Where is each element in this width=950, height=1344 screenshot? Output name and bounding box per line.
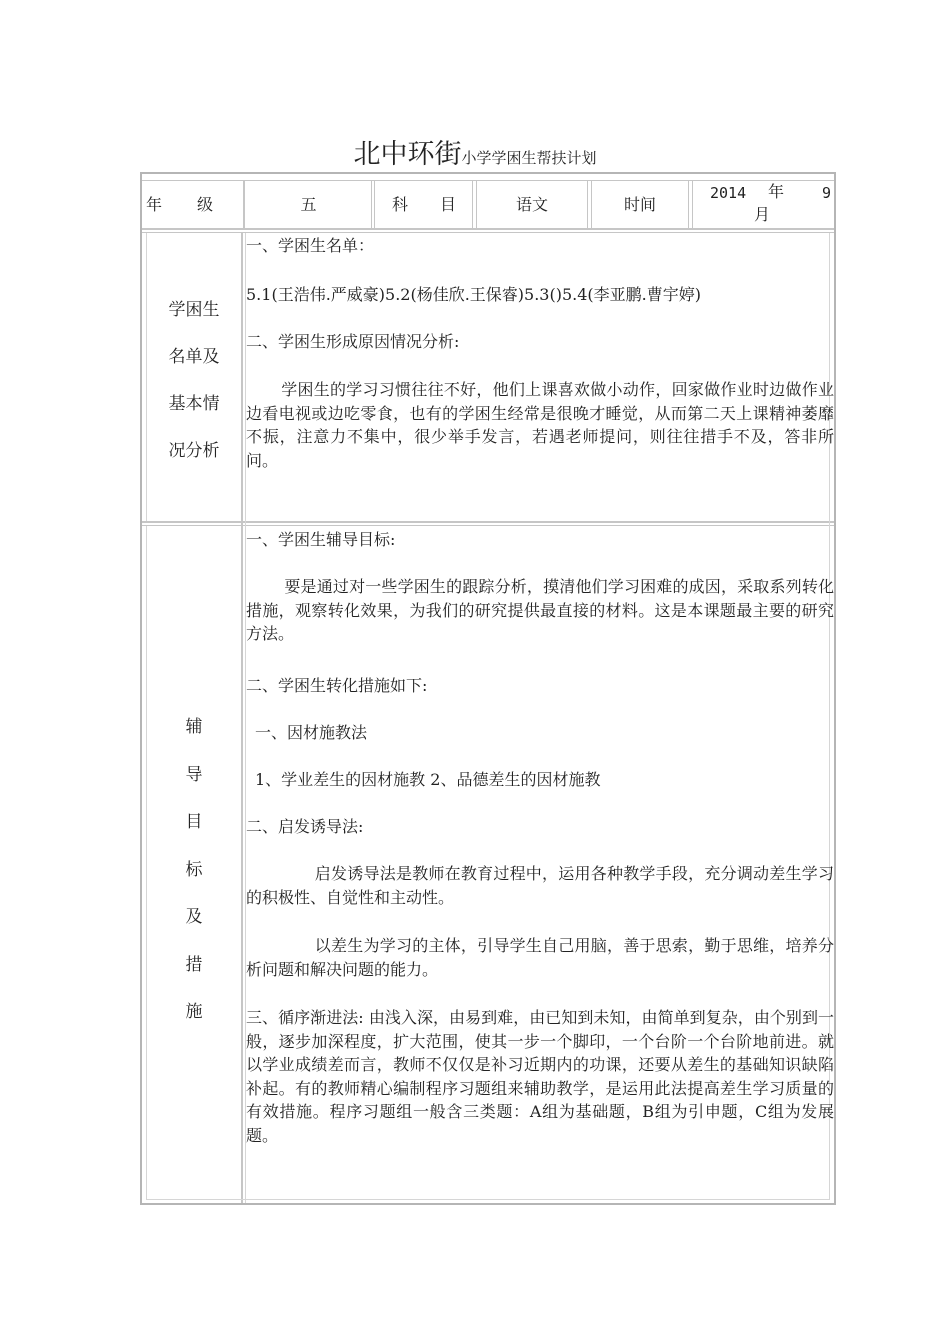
- header-row-bottom-border: [142, 228, 834, 230]
- analysis-text: 学困生的学习习惯往往不好，他们上课喜欢做小动作，回家做作业时边做作业边看电视或边吃零食，也有的学困生经常是很晚才睡觉，从而第二天上课精神萎靡不振，注意力不集中，很少举手发言，若遇老师提问，则往往措手不及，答非所问。: [246, 380, 834, 470]
- grade-value-text: 五: [300, 195, 317, 214]
- section1-label-line: 况分析: [168, 441, 220, 461]
- left-col-outer-b: [146, 526, 147, 1200]
- section2-label-char: 施: [185, 1002, 203, 1022]
- section2-heading2: 二、学困生转化措施如下:: [246, 676, 428, 695]
- section2-label-char: 辅: [185, 717, 203, 737]
- page-title: [0, 132, 950, 171]
- time-label-text: 时间: [623, 195, 656, 214]
- method2-para2: 以差生为学习的主体，引导学生自己用脑，善于思索，勤于思维，培养分析问题和解决问题的能力。: [246, 936, 834, 979]
- section2-label-char: 措: [185, 954, 203, 975]
- time-nian: 年: [768, 182, 785, 201]
- method3-text: 三、循序渐进法: 由浅入深，由易到难，由已知到未知，由简单到复杂，由个别到一般，逐步加深程度，扩大范围，使其一步一个脚印，一个台阶一个台阶地前进。就以学业成绩差而言，教师不仅仅是补习近期内的功课，还要从差生的基础知识缺陷补起。有的教师精心编制程序习题组来辅助教学，是运用此法提高差生学习质量的有效措施。程序习题组一般含三类题：A组为基础题，B组为引申题，C组为发展题。: [246, 1008, 834, 1145]
- subject-label: [376, 183, 472, 227]
- bottom-inner-border: [146, 1199, 830, 1200]
- left-col-outer-a: [146, 233, 147, 521]
- title-main: 北中环街: [353, 139, 462, 170]
- method1-items: 1、学业差生的因材施教 2、品德差生的因材施教: [255, 770, 601, 789]
- method2-title: 二、启发诱导法:: [246, 817, 364, 836]
- time-value: [694, 180, 830, 228]
- student-list: 5.1(王浩伟.严威豪)5.2(杨佳欣.王保睿)5.3()5.4(李亚鹏.曹宇婷): [246, 285, 701, 304]
- section1-label-line: 名单及: [168, 347, 220, 367]
- grade-value: [246, 183, 371, 227]
- header-divider-9: [692, 180, 693, 228]
- grade-label-text: 年 级: [146, 195, 215, 214]
- section1-label-line: 学困生: [168, 300, 220, 320]
- time-year: 2014: [710, 184, 747, 202]
- time-yue: 月: [754, 205, 771, 224]
- method1-title: 一、因材施教法: [255, 723, 368, 742]
- time-month: 9: [822, 184, 832, 202]
- section1-label-line: 基本情: [168, 394, 220, 414]
- section2-label-char: 目: [185, 812, 203, 832]
- header-divider-4: [472, 180, 473, 228]
- time-label: [592, 183, 688, 227]
- header-divider-1: [243, 180, 245, 228]
- grade-label: [146, 183, 232, 227]
- title-sub: 小学学困生帮扶计划: [461, 149, 597, 167]
- section2-label-char: 导: [185, 764, 203, 785]
- header-divider-2: [371, 180, 372, 228]
- header-divider-3: [374, 180, 375, 228]
- section2-label-char: 及: [185, 907, 203, 927]
- section2-label: [148, 712, 240, 1045]
- subject-value-text: 语文: [515, 195, 548, 214]
- subject-label-text: 科 目: [391, 195, 456, 214]
- section1-heading1: 一、学困生名单：: [246, 236, 375, 255]
- header-divider-8: [688, 180, 689, 228]
- method2-para1: 启发诱导法是教师在教育过程中，运用各种教学手段，充分调动差生学习的积极性、自觉性和主动性。: [246, 864, 834, 907]
- section2-label-char: 标: [185, 859, 203, 880]
- section1-heading2: 二、学困生形成原因情况分析:: [246, 332, 460, 351]
- left-col-divider-a: [241, 233, 243, 1203]
- section1-label: [148, 295, 240, 483]
- goal-text: 要是通过对一些学困生的跟踪分析，摸清他们学习困难的成因，采取系列转化措施，观察转化效果，为我们的研究提供最直接的材料。这是本课题最主要的研究方法。: [246, 577, 834, 643]
- subject-value: [477, 183, 587, 227]
- header-divider-6: [587, 180, 588, 228]
- section2-heading1: 一、学困生辅导目标:: [246, 530, 396, 549]
